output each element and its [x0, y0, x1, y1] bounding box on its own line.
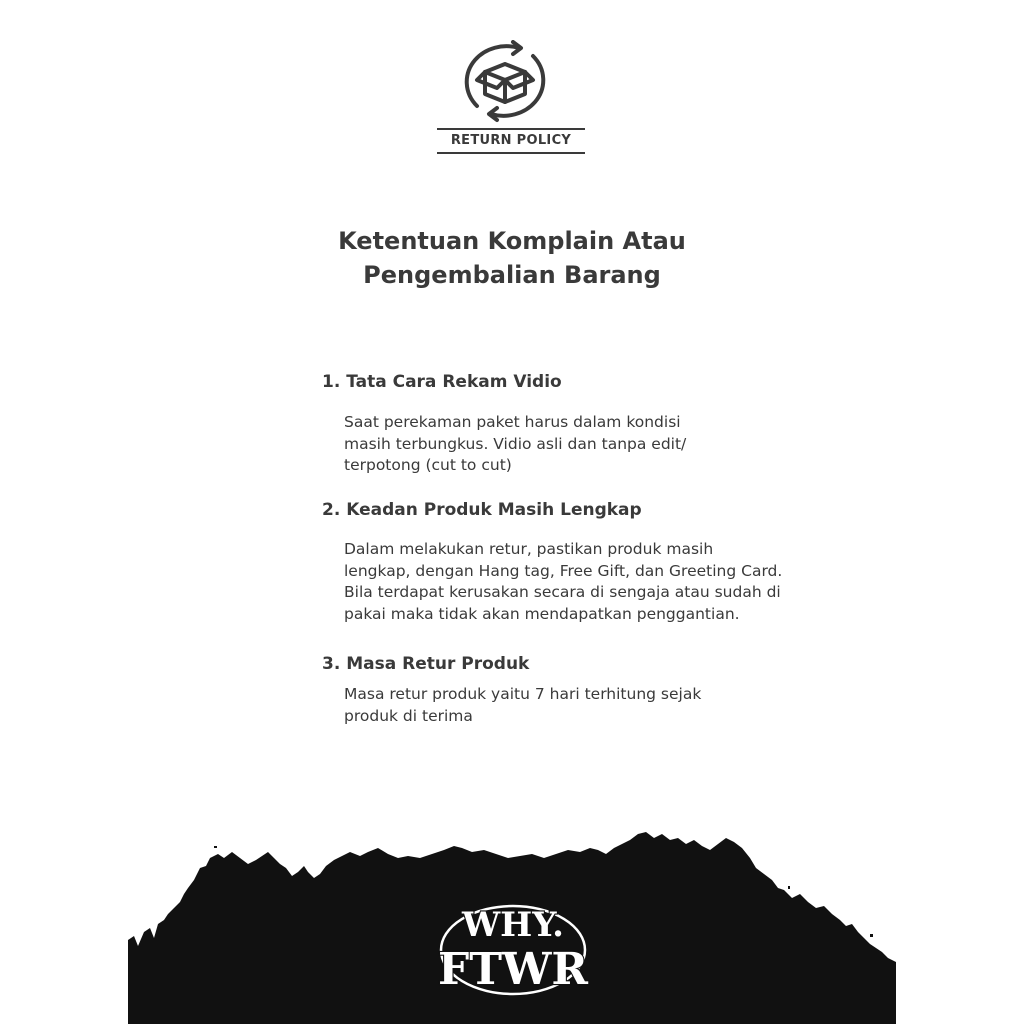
- page-title: [230, 224, 794, 292]
- section-heading: 1. Tata Cara Rekam Vidio: [322, 372, 562, 392]
- body-line: terpotong (cut to cut): [344, 456, 512, 474]
- title-line-1: Ketentuan Komplain Atau: [338, 227, 686, 255]
- why-ftwr-logo: [428, 898, 598, 998]
- body-line: masih terbungkus. Vidio asli dan tanpa edit/: [344, 434, 687, 453]
- body-line: lengkap, dengan Hang tag, Free Gift, dan Greeting Card.: [344, 561, 783, 580]
- logo-line-1: WHY.: [461, 905, 565, 945]
- section-body: [322, 539, 862, 625]
- section-video-recording: [322, 370, 862, 477]
- section-product-condition: [322, 498, 862, 625]
- body-line: Bila terdapat kerusakan secara di sengaja atau sudah di: [344, 583, 781, 601]
- section-heading: 3. Masa Retur Produk: [322, 654, 530, 674]
- title-line-2: Pengembalian Barang: [363, 261, 661, 289]
- body-line: pakai maka tidak akan mendapatkan penggantian.: [344, 604, 740, 623]
- section-heading: 2. Keadan Produk Masih Lengkap: [322, 500, 642, 520]
- box-return-icon: [455, 40, 555, 124]
- body-line: Masa retur produk yaitu 7 hari terhitung sejak: [344, 685, 702, 703]
- body-line: Saat perekaman paket harus dalam kondisi: [344, 413, 681, 431]
- section-body: [322, 412, 862, 477]
- section-return-period: [322, 652, 862, 727]
- logo-line-2: FTWR: [438, 944, 588, 995]
- return-policy-badge: RETURN POLICY: [437, 128, 585, 154]
- section-body: [322, 684, 862, 727]
- body-line: produk di terima: [344, 706, 473, 725]
- body-line: Dalam melakukan retur, pastikan produk masih: [344, 540, 714, 558]
